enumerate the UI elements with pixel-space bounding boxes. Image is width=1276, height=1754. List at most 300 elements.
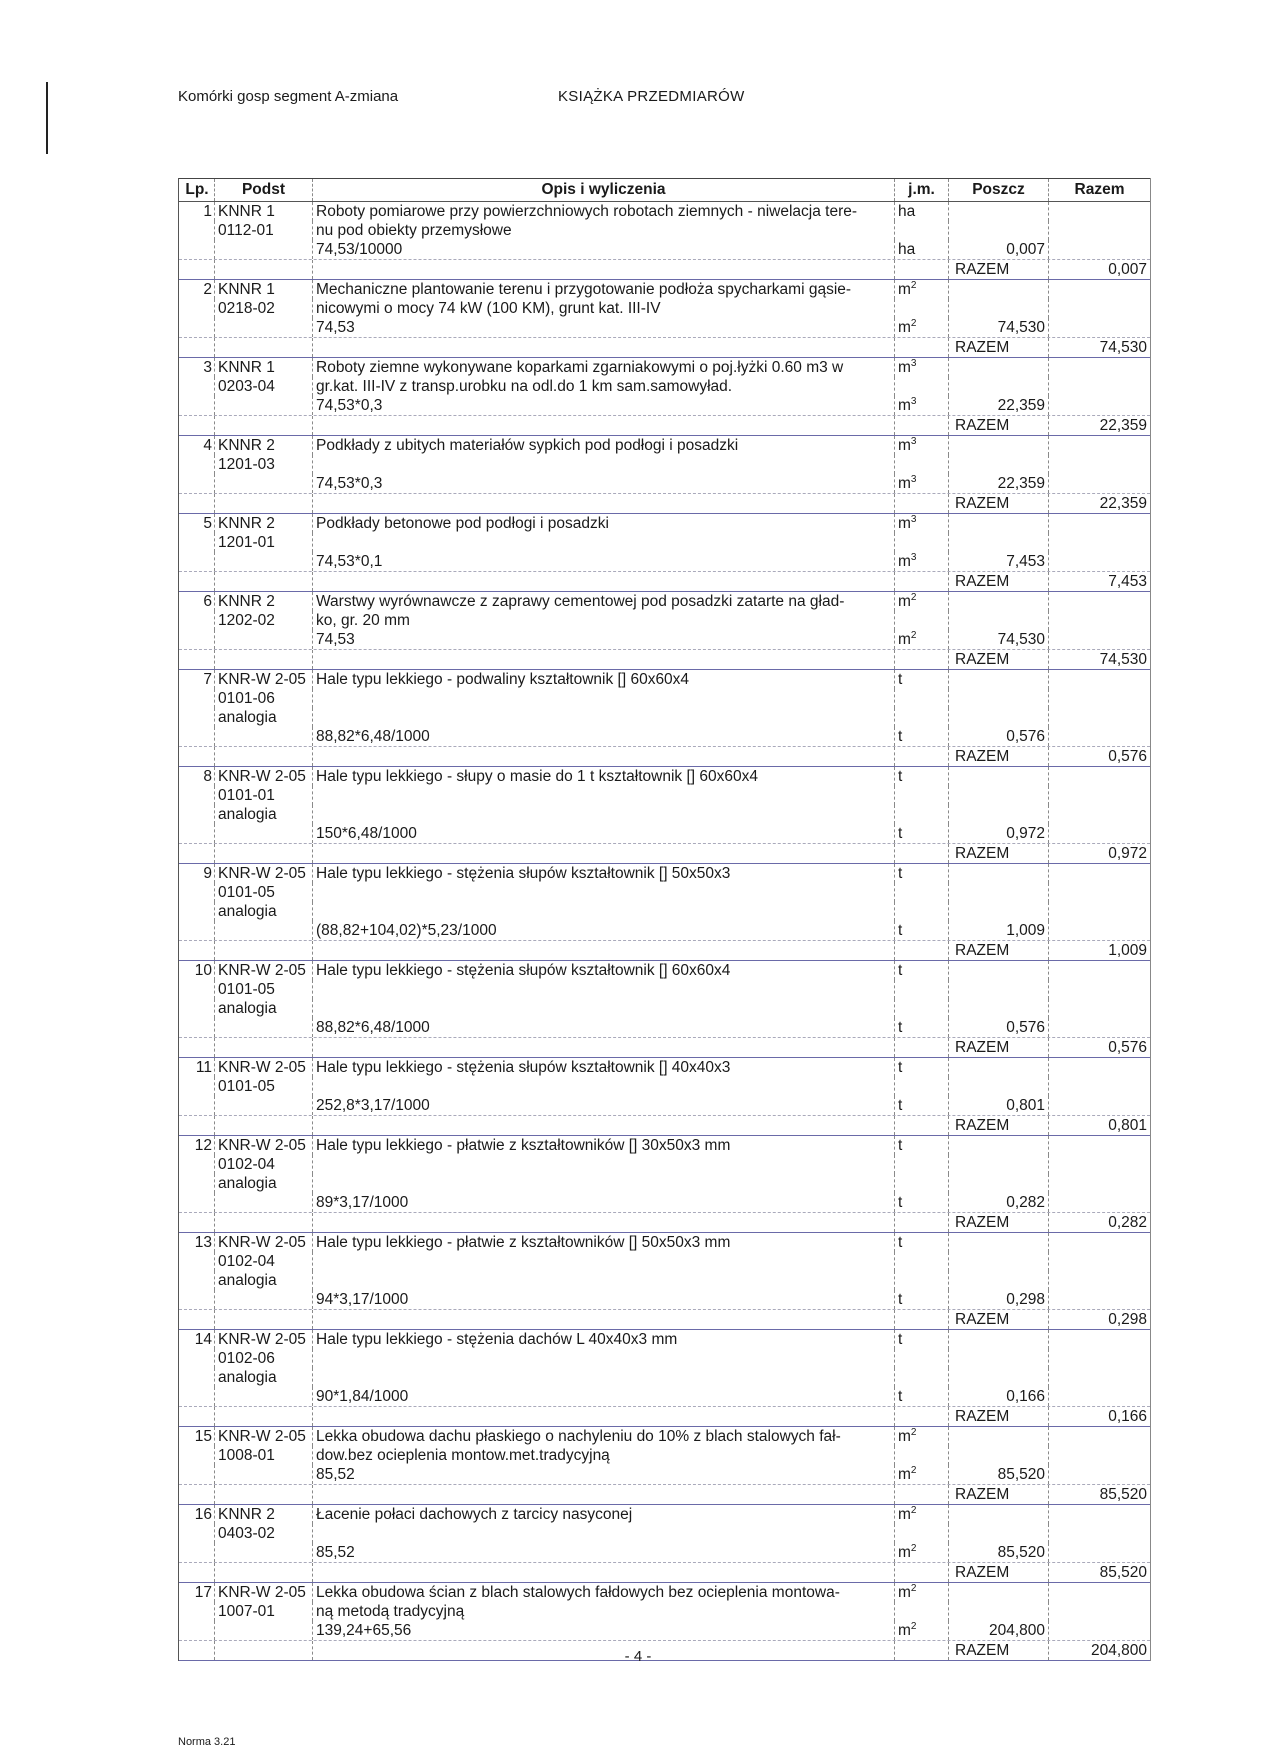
item-lp [179,1563,215,1582]
razem-row [179,493,1150,514]
item-unit [895,844,949,863]
item-poszcz [949,902,1049,921]
table-row [179,514,1150,533]
table-body [179,202,1150,1661]
item-description [313,1174,895,1193]
item-description [313,747,895,766]
razem-row [179,1115,1150,1136]
item-lp [179,786,215,805]
item-description: Łacenie połaci dachowych z tarcicy nasyconej [313,1505,895,1524]
item-poszcz-value: 0,298 [949,1290,1049,1309]
item-razem [1049,921,1150,940]
item-description: Mechaniczne plantowanie terenu i przygotowanie podłoża spycharkami gąsie- [313,280,895,299]
item-lp: 9 [179,864,215,883]
item-razem [1049,377,1150,396]
item-lp [179,474,215,493]
item-unit: t [895,1330,949,1349]
item-lp [179,1174,215,1193]
item-lp: 14 [179,1330,215,1349]
item-razem [1049,1368,1150,1387]
calculation-row [179,1193,1150,1212]
item-podst [215,1543,313,1562]
calculation-row [179,552,1150,571]
item-podst [215,1116,313,1135]
item-unit [895,494,949,513]
item-poszcz [949,1330,1049,1349]
item-description: Hale typu lekkiego - stężenia dachów L 40x40x3 mm [313,1330,895,1349]
item-calculation: 74,53*0,3 [313,396,895,415]
item-poszcz [949,1602,1049,1621]
item-poszcz-value: 22,359 [949,396,1049,415]
table-row [179,708,1150,727]
item-description [313,338,895,357]
calculation-row [179,1543,1150,1562]
item-unit: t [895,1058,949,1077]
item-lp [179,318,215,337]
item-description: Roboty ziemne wykonywane koparkami zgarniakowymi o poj.łyżki 0.60 m3 w [313,358,895,377]
item-calculation: 74,53*0,3 [313,474,895,493]
item-razem [1049,980,1150,999]
item-podst: KNR-W 2-05 [215,1136,313,1155]
table-item [179,202,1150,280]
item-poszcz-value: 85,520 [949,1543,1049,1562]
item-lp [179,338,215,357]
table-row [179,1174,1150,1193]
table-row [179,883,1150,902]
item-description: Hale typu lekkiego - płatwie z kształtowników [] 30x50x3 mm [313,1136,895,1155]
table-item [179,1427,1150,1505]
item-poszcz [949,1155,1049,1174]
item-podst: KNR-W 2-05 [215,1233,313,1252]
item-podst: KNR-W 2-05 [215,961,313,980]
item-razem [1049,961,1150,980]
item-description: Lekka obudowa ścian z blach stalowych fałdowych bez ocieplenia montowa- [313,1583,895,1602]
item-razem-value: 0,282 [1108,1214,1147,1231]
item-razem [1049,455,1150,474]
item-poszcz [949,864,1049,883]
table-header [179,178,1150,202]
item-calculation: 94*3,17/1000 [313,1290,895,1309]
item-description [313,260,895,279]
table-row [179,1155,1150,1174]
item-podst [215,240,313,259]
item-poszcz [949,611,1049,630]
item-razem [1049,1290,1150,1309]
item-description [313,844,895,863]
razem-row [179,843,1150,864]
item-unit [895,1077,949,1096]
razem-row [179,649,1150,670]
page-number: - 4 - [624,1648,652,1665]
item-razem [1049,1018,1150,1037]
table-item [179,670,1150,767]
item-lp [179,533,215,552]
item-razem [1049,630,1150,649]
item-lp: 10 [179,961,215,980]
column-header-poszcz: Poszcz [949,179,1049,201]
item-razem [1049,552,1150,571]
item-poszcz [949,1368,1049,1387]
item-podst [215,494,313,513]
table-item [179,1136,1150,1233]
calculation-unit: $m^2$ [895,1543,949,1562]
table-item [179,280,1150,358]
item-description [313,416,895,435]
item-razem-value: 22,359 [1099,417,1147,434]
item-lp [179,727,215,746]
item-podst [215,1485,313,1504]
item-podst: KNR-W 2-05 [215,1058,313,1077]
item-poszcz [949,961,1049,980]
item-podst [215,1213,313,1232]
item-podst [215,474,313,493]
item-razem [1049,202,1150,221]
table-item [179,864,1150,961]
item-podst: analogia [215,805,313,824]
item-unit: t [895,1136,949,1155]
item-lp [179,260,215,279]
item-description [313,1407,895,1426]
item-razem [1049,221,1150,240]
razem-row [179,746,1150,767]
item-unit [895,221,949,240]
table-row [179,358,1150,377]
item-razem-value: 0,166 [1108,1408,1147,1425]
item-podst: 0102-06 [215,1349,313,1368]
table-row [179,1446,1150,1465]
item-poszcz-value: 0,166 [949,1387,1049,1406]
item-podst: KNNR 2 [215,514,313,533]
item-razem [1049,1387,1150,1406]
item-razem-value: 85,520 [1099,1564,1147,1581]
table-row [179,864,1150,883]
item-unit [895,260,949,279]
item-podst [215,1193,313,1212]
item-lp [179,1193,215,1212]
item-unit: $m^2$ [895,1427,949,1446]
item-razem [1049,299,1150,318]
item-podst: 0101-01 [215,786,313,805]
item-lp: 3 [179,358,215,377]
item-poszcz [949,592,1049,611]
razem-label: RAZEM [949,494,1049,513]
item-lp [179,1310,215,1329]
item-razem [1049,1602,1150,1621]
calculation-unit: t [895,824,949,843]
item-description: ko, gr. 20 mm [313,611,895,630]
item-unit [895,1368,949,1387]
item-lp [179,377,215,396]
item-lp [179,1524,215,1543]
item-description [313,650,895,669]
item-lp [179,689,215,708]
item-lp [179,844,215,863]
item-razem [1049,592,1150,611]
table-row [179,1349,1150,1368]
table-item [179,1233,1150,1330]
calculation-unit: $m^3$ [895,396,949,415]
item-unit [895,1116,949,1135]
item-podst [215,921,313,940]
item-description: Hale typu lekkiego - podwaliny kształtownik [] 60x60x4 [313,670,895,689]
item-razem-value: 0,007 [1108,261,1147,278]
item-unit: $m^2$ [895,280,949,299]
item-podst: KNNR 1 [215,202,313,221]
razem-row [179,1309,1150,1330]
item-poszcz [949,299,1049,318]
item-podst: analogia [215,999,313,1018]
item-lp [179,630,215,649]
table-row [179,670,1150,689]
table-item [179,767,1150,864]
calculation-unit: t [895,921,949,940]
item-lp [179,1155,215,1174]
item-unit [895,611,949,630]
item-razem [1049,1446,1150,1465]
item-podst [215,572,313,591]
margin-mark [46,82,48,154]
item-unit [895,1407,949,1426]
item-lp [179,1096,215,1115]
table-row [179,1583,1150,1602]
item-razem [1049,1583,1150,1602]
item-unit: t [895,767,949,786]
item-unit [895,1310,949,1329]
item-lp [179,1077,215,1096]
column-header-podst: Podst [215,179,313,201]
item-razem [1049,280,1150,299]
calculation-unit: t [895,1096,949,1115]
item-description [313,1368,895,1387]
item-lp [179,650,215,669]
item-lp [179,416,215,435]
table-row [179,1271,1150,1290]
item-description [313,1310,895,1329]
item-unit: $m^3$ [895,514,949,533]
item-lp [179,1407,215,1426]
item-razem [1049,396,1150,415]
item-razem-value: 85,520 [1099,1486,1147,1503]
item-unit: t [895,670,949,689]
item-unit: t [895,961,949,980]
item-podst [215,1290,313,1309]
item-razem [1049,767,1150,786]
item-razem [1049,1252,1150,1271]
item-calculation: 252,8*3,17/1000 [313,1096,895,1115]
item-calculation: 74,53/10000 [313,240,895,259]
item-lp: 15 [179,1427,215,1446]
item-calculation: 89*3,17/1000 [313,1193,895,1212]
calculation-row [179,1096,1150,1115]
calculation-unit: t [895,1387,949,1406]
item-razem [1049,864,1150,883]
item-podst [215,1038,313,1057]
calculation-unit: $m^3$ [895,552,949,571]
table-row [179,689,1150,708]
item-description: dow.bez ocieplenia montow.met.tradycyjną [313,1446,895,1465]
item-calculation: 85,52 [313,1465,895,1484]
item-unit: $m^2$ [895,1583,949,1602]
razem-label: RAZEM [949,1213,1049,1232]
item-poszcz [949,221,1049,240]
item-podst: KNNR 1 [215,358,313,377]
item-description: Podkłady betonowe pod podłogi i posadzki [313,514,895,533]
item-description [313,1252,895,1271]
item-podst: KNR-W 2-05 [215,864,313,883]
item-lp: 12 [179,1136,215,1155]
item-podst: analogia [215,1271,313,1290]
item-description [313,1485,895,1504]
item-description [313,805,895,824]
item-razem [1049,611,1150,630]
item-poszcz [949,280,1049,299]
item-lp [179,396,215,415]
item-calculation: 85,52 [313,1543,895,1562]
item-poszcz-value: 204,800 [949,1621,1049,1640]
item-unit [895,533,949,552]
item-calculation: (88,82+104,02)*5,23/1000 [313,921,895,940]
razem-label: RAZEM [949,338,1049,357]
item-unit: $m^3$ [895,436,949,455]
item-poszcz-value: 0,282 [949,1193,1049,1212]
razem-label: RAZEM [949,260,1049,279]
item-unit: t [895,1233,949,1252]
item-razem [1049,999,1150,1018]
item-unit [895,747,949,766]
item-description: Warstwy wyrównawcze z zaprawy cementowej pod posadzki zatarte na gład- [313,592,895,611]
razem-label: RAZEM [949,416,1049,435]
item-razem [1049,533,1150,552]
item-unit [895,980,949,999]
table-item [179,514,1150,592]
item-razem-value: 0,801 [1108,1117,1147,1134]
razem-label: RAZEM [949,1310,1049,1329]
razem-label: RAZEM [949,844,1049,863]
table-item [179,1058,1150,1136]
item-poszcz-value: 22,359 [949,474,1049,493]
item-lp [179,824,215,843]
item-description: ną metodą tradycyjną [313,1602,895,1621]
item-unit [895,1271,949,1290]
razem-label: RAZEM [949,1038,1049,1057]
item-description [313,689,895,708]
item-unit [895,1446,949,1465]
table-item [179,358,1150,436]
item-poszcz-value: 0,007 [949,240,1049,259]
document-project-name: Komórki gosp segment A-zmiana [178,88,399,105]
item-podst [215,1621,313,1640]
item-razem [1049,708,1150,727]
item-lp: 6 [179,592,215,611]
item-poszcz [949,436,1049,455]
item-description [313,786,895,805]
item-description: Podkłady z ubitych materiałów sypkich pod podłogi i posadzki [313,436,895,455]
item-poszcz [949,1446,1049,1465]
table-row [179,611,1150,630]
item-podst: 0101-05 [215,883,313,902]
table-row [179,1524,1150,1543]
calculation-row [179,396,1150,415]
item-podst: KNNR 1 [215,280,313,299]
item-calculation: 74,53 [313,318,895,337]
item-razem-value: 0,576 [1108,748,1147,765]
item-razem [1049,902,1150,921]
razem-row [179,259,1150,280]
item-podst: KNR-W 2-05 [215,1330,313,1349]
item-description: Lekka obudowa dachu płaskiego o nachyleniu do 10% z blach stalowych fał- [313,1427,895,1446]
item-lp [179,921,215,940]
item-unit [895,1252,949,1271]
item-podst: analogia [215,902,313,921]
item-razem [1049,1136,1150,1155]
item-podst: 1201-03 [215,455,313,474]
item-poszcz [949,358,1049,377]
table-row [179,1427,1150,1446]
item-poszcz [949,670,1049,689]
item-lp [179,1349,215,1368]
item-razem [1049,1505,1150,1524]
item-podst: 0218-02 [215,299,313,318]
item-description [313,883,895,902]
item-unit: t [895,864,949,883]
item-description: nicowymi o mocy 74 kW (100 KM), grunt kat. III-IV [313,299,895,318]
item-unit [895,1038,949,1057]
item-poszcz [949,1252,1049,1271]
item-unit [895,805,949,824]
razem-row [179,1484,1150,1505]
item-lp [179,902,215,921]
item-description [313,1213,895,1232]
item-podst: 0102-04 [215,1252,313,1271]
item-razem [1049,670,1150,689]
item-poszcz [949,1427,1049,1446]
item-unit [895,377,949,396]
razem-row [179,571,1150,592]
item-unit [895,572,949,591]
table-row [179,299,1150,318]
item-lp [179,999,215,1018]
item-podst [215,1096,313,1115]
item-lp [179,1446,215,1465]
item-lp: 13 [179,1233,215,1252]
item-razem [1049,1096,1150,1115]
item-description: Hale typu lekkiego - słupy o masie do 1 t kształtownik [] 60x60x4 [313,767,895,786]
item-unit: ha [895,202,949,221]
table-item [179,961,1150,1058]
item-razem [1049,240,1150,259]
item-poszcz [949,1349,1049,1368]
item-lp: 8 [179,767,215,786]
razem-label: RAZEM [949,941,1049,960]
item-unit [895,1155,949,1174]
item-poszcz [949,455,1049,474]
item-razem [1049,1233,1150,1252]
item-description [313,494,895,513]
item-podst: 1201-01 [215,533,313,552]
item-unit [895,299,949,318]
item-unit [895,786,949,805]
item-poszcz [949,980,1049,999]
item-podst [215,416,313,435]
item-lp: 11 [179,1058,215,1077]
item-podst [215,1465,313,1484]
table-item [179,1505,1150,1583]
item-lp [179,299,215,318]
item-razem [1049,727,1150,746]
item-razem [1049,1427,1150,1446]
item-podst [215,338,313,357]
item-lp [179,572,215,591]
